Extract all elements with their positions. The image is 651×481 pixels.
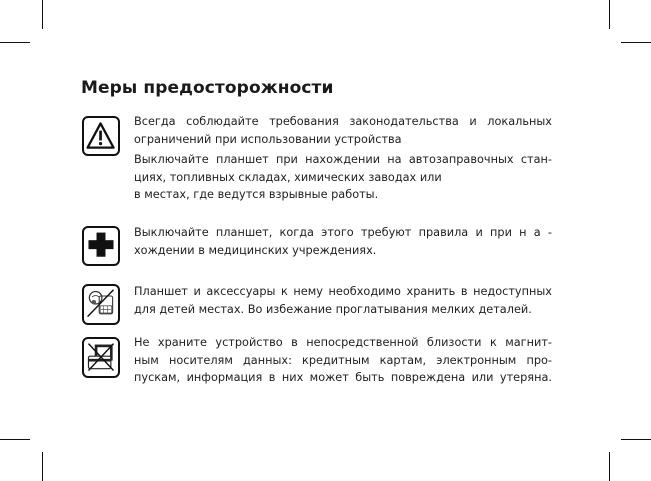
crop-mark-top-left-horizontal [0, 42, 30, 43]
text-line: ограничений при использовании устройства [134, 132, 402, 146]
text-line: пускам, информация в них может быть повреждена или утеряна. [134, 371, 552, 384]
section-magnetic-paragraph [134, 334, 552, 387]
crop-mark-bottom-right-horizontal [621, 439, 651, 440]
section-warning-paragraph-2 [134, 151, 552, 204]
text-line: Всегда соблюдайте требования законодательства и локальных [134, 115, 552, 128]
keep-away-from-children-icon [82, 284, 120, 325]
medical-cross-icon [82, 226, 120, 266]
crop-mark-bottom-left-horizontal [0, 439, 30, 440]
text-line: хождении в медицинских учреждениях. [134, 243, 377, 257]
text-line: в местах, где ведутся взрывные работы. [134, 188, 379, 201]
text-line: Не храните устройство в непосредственной близости к магнит- [134, 336, 552, 349]
section-medical-paragraph [134, 224, 552, 259]
text-line: циях, топливных складах, химических заводах или [134, 170, 442, 184]
section-warning-paragraph-1 [134, 113, 552, 148]
text-line: Планшет и аксессуары к нему необходимо хранить в недоступных [134, 285, 552, 298]
text-line: ным носителям данных: кредитным картам, электронным про- [134, 353, 552, 367]
crop-mark-top-right-vertical [609, 0, 610, 29]
text-line: для детей местах. Во избежание проглатывания мелких деталей. [134, 302, 532, 316]
warning-icon [82, 116, 120, 156]
page-title: Меры предосторожности [81, 78, 334, 98]
crop-mark-bottom-left-vertical [42, 452, 43, 481]
no-magnetic-cards-icon [82, 337, 120, 378]
crop-mark-top-right-horizontal [621, 42, 651, 43]
crop-mark-top-left-vertical [42, 0, 43, 29]
crop-mark-bottom-right-vertical [609, 452, 610, 481]
text-line: Выключайте планшет, когда этого требуют правила и при н а - [134, 226, 552, 239]
text-line: Выключайте планшет при нахождении на автозаправочных стан- [134, 153, 552, 166]
section-children-paragraph [134, 283, 552, 318]
